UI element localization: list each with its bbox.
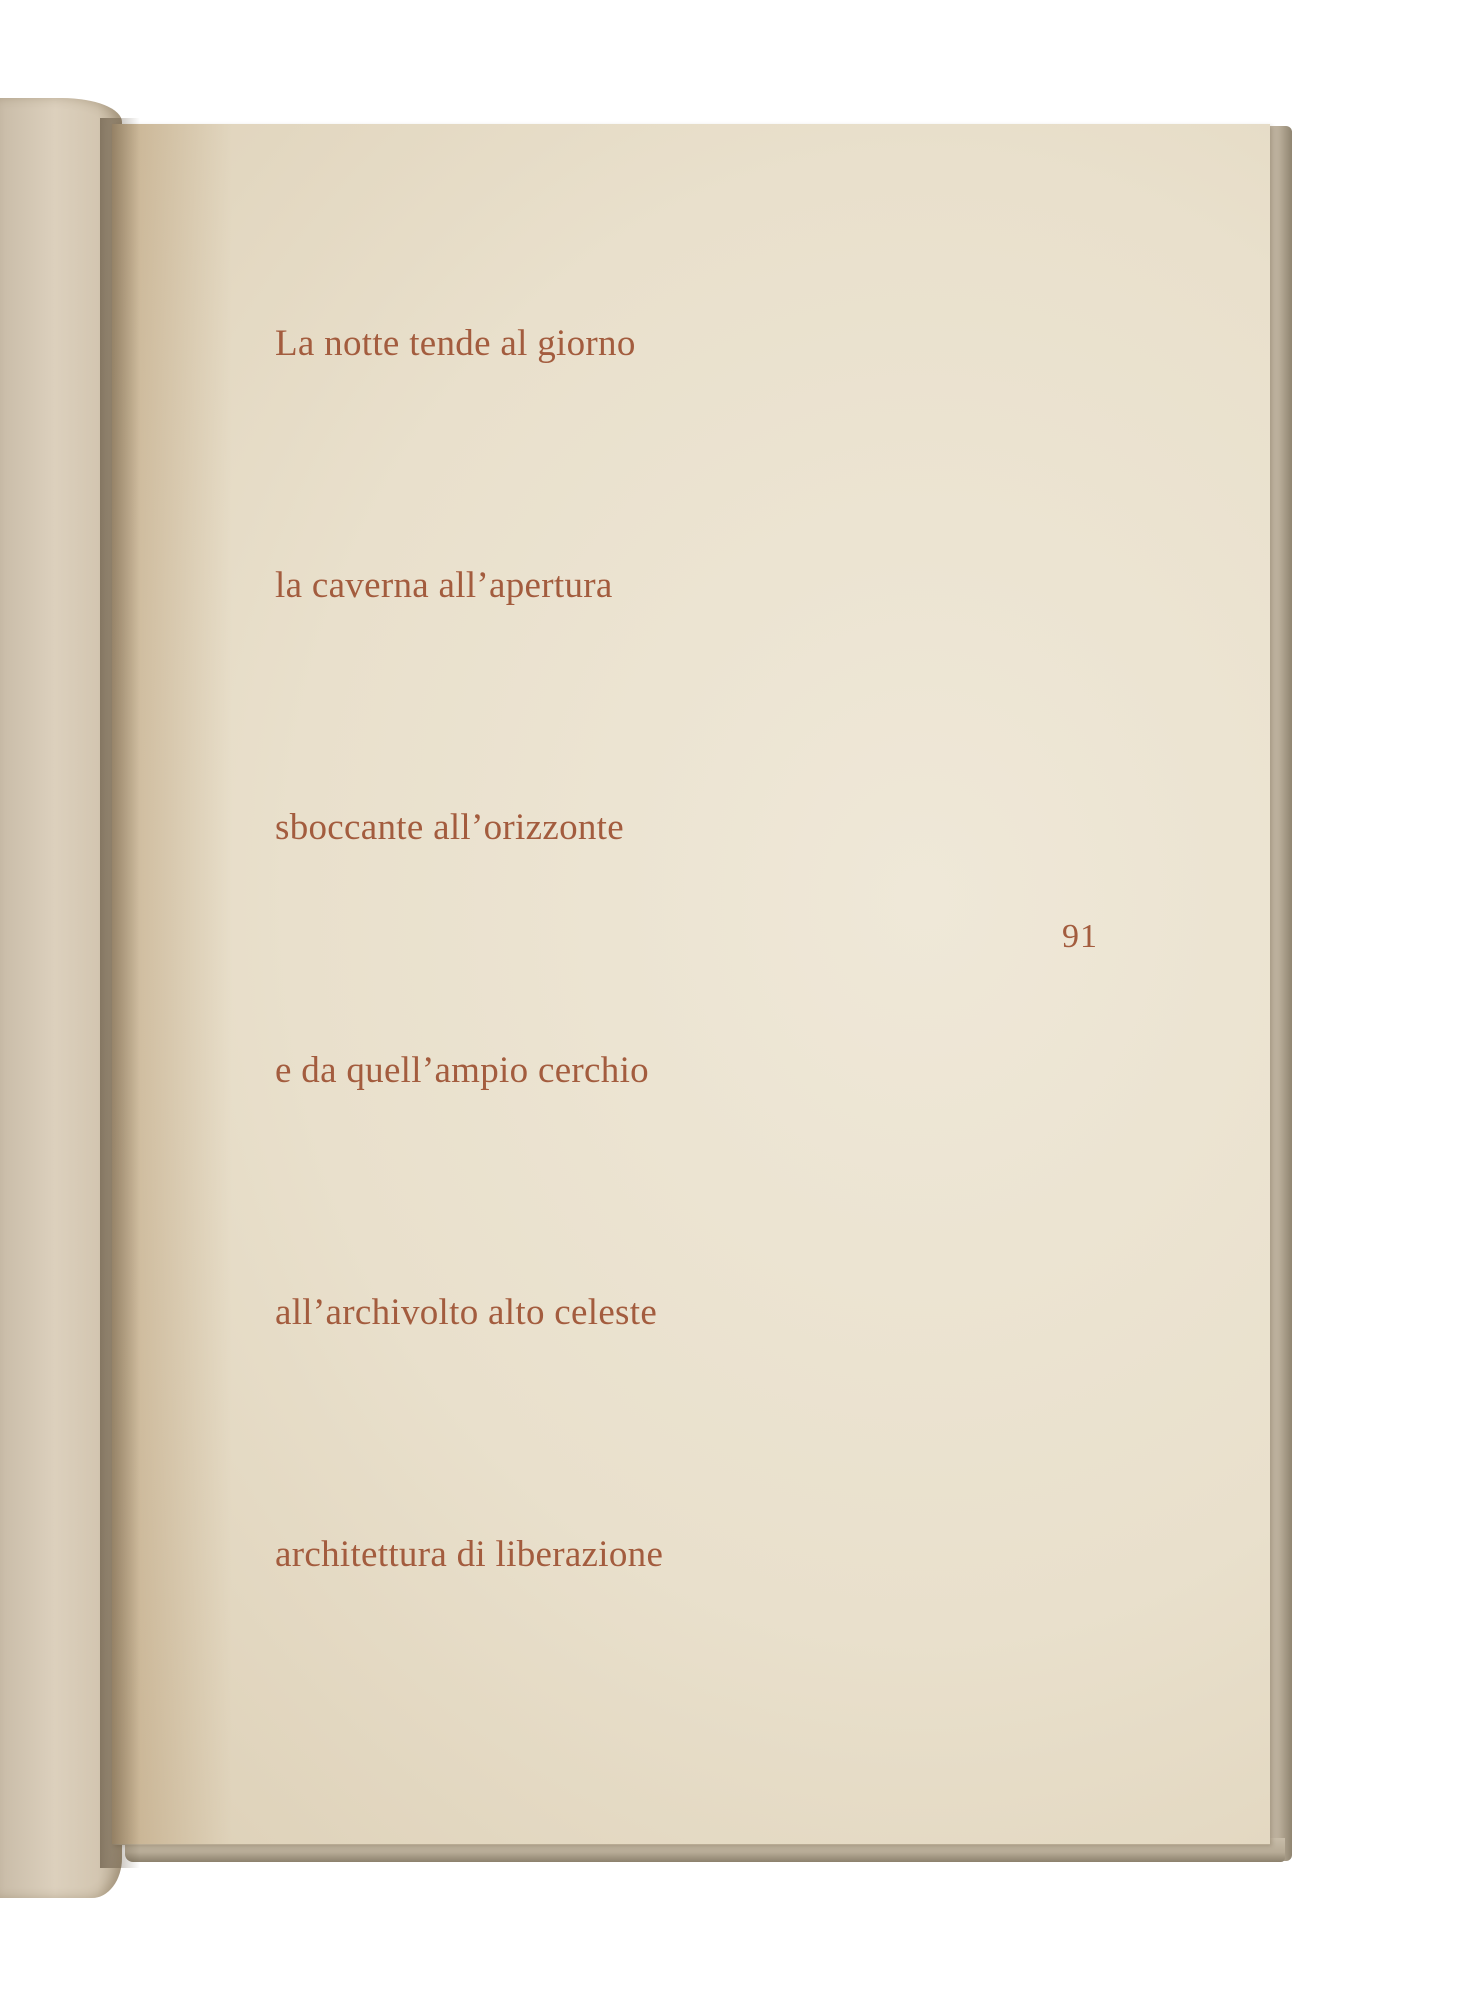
page-number: 91 (1062, 918, 1098, 955)
poem-line-4: e da quell’ampio cerchio (275, 1050, 649, 1091)
book-page (112, 124, 1270, 1844)
poem-line-2: la caverna all’apertura (275, 565, 613, 606)
poem-line-3: sboccante all’orizzonte (275, 807, 624, 848)
poem-line-1: La notte tende al giorno (275, 323, 636, 364)
gutter-shadow (100, 118, 140, 1868)
poem-line-5: all’archivolto alto celeste (275, 1292, 658, 1333)
poem-line-6: architettura di liberazione (275, 1534, 664, 1575)
